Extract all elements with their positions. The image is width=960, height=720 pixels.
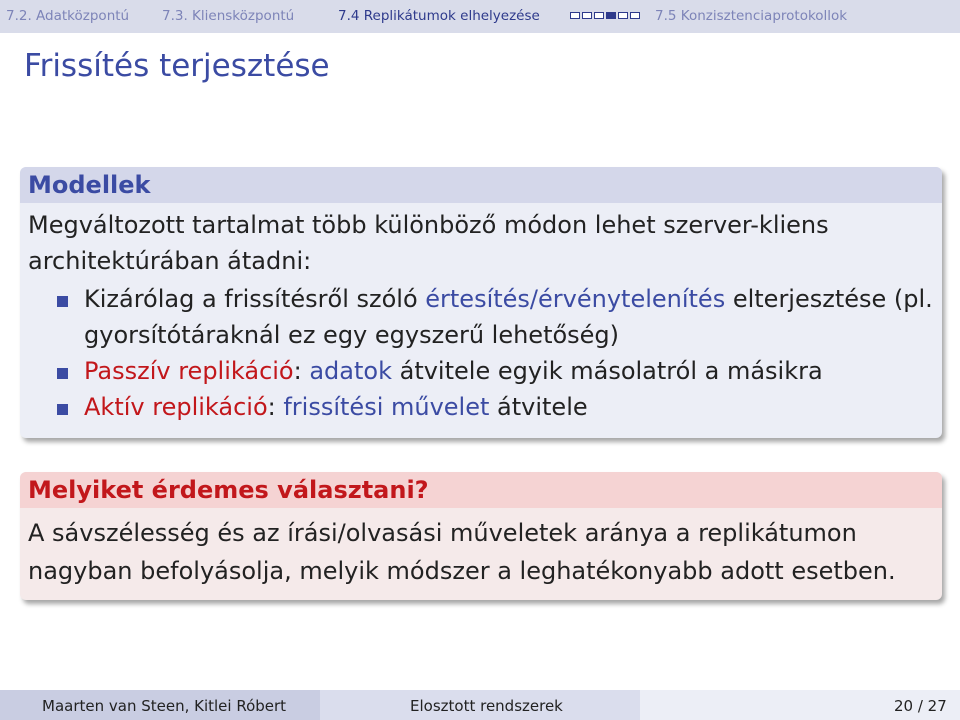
footer-page-segment bbox=[640, 690, 960, 720]
slide-box-current[interactable] bbox=[606, 12, 616, 19]
bullet-square-icon bbox=[57, 404, 68, 415]
nav-section-7-5[interactable]: 7.5 Konzisztenciaprotokollok bbox=[655, 8, 848, 24]
slide-box[interactable] bbox=[570, 12, 580, 19]
item-text: átvitele bbox=[489, 393, 588, 421]
slide-progress-boxes bbox=[570, 12, 640, 19]
item-term: Passzív replikáció bbox=[84, 357, 294, 385]
footer-authors-segment bbox=[0, 690, 320, 720]
item-text: átvitele egyik másolatról a másikra bbox=[391, 357, 823, 385]
models-block-title: Modellek bbox=[28, 171, 151, 199]
slide-box[interactable] bbox=[594, 12, 604, 19]
item-highlight: adatok bbox=[309, 357, 392, 385]
footer-authors: Maarten van Steen, Kitlei Róbert bbox=[42, 697, 287, 715]
models-intro: Megváltozott tartalmat több különböző módon lehet szerver-kliens architektúrában átadni: bbox=[28, 211, 829, 275]
nav-section-7-2[interactable]: 7.2. Adatközpontú bbox=[6, 8, 130, 24]
item-text: : bbox=[293, 357, 310, 385]
bullet-square-icon bbox=[57, 368, 68, 379]
page-title: Frissítés terjesztése bbox=[24, 48, 330, 84]
item-highlight: frissítési művelet bbox=[283, 393, 490, 421]
question-block-title: Melyiket érdemes választani? bbox=[28, 476, 429, 504]
footer-course: Elosztott rendszerek bbox=[410, 697, 563, 715]
item-term: Aktív replikáció bbox=[84, 393, 268, 421]
models-block-header bbox=[20, 167, 942, 203]
list-item bbox=[28, 281, 942, 353]
page-number: 20 / 27 bbox=[894, 697, 947, 715]
question-block-header bbox=[20, 472, 942, 508]
models-block bbox=[20, 167, 942, 438]
list-item bbox=[28, 353, 942, 389]
question-block bbox=[20, 472, 942, 600]
bullet-square-icon bbox=[57, 296, 68, 307]
question-block-text: A sávszélesség és az írási/olvasási műveletek aránya a replikátumon nagyban befolyásolja, melyik módszer a leghatékonyabb adott esetben. bbox=[28, 519, 896, 585]
list-item bbox=[28, 389, 942, 425]
models-list bbox=[28, 281, 942, 425]
item-highlight: értesítés/érvénytelenítés bbox=[425, 285, 726, 313]
footer bbox=[0, 690, 960, 720]
footer-course-segment bbox=[320, 690, 640, 720]
slide-box[interactable] bbox=[630, 12, 640, 19]
section-navigation bbox=[0, 0, 960, 33]
item-text: Kizárólag a frissítésről szóló bbox=[84, 285, 426, 313]
item-text: elterjesztése (pl. gyorsítótáraknál ez egy egyszerű lehetőség) bbox=[84, 285, 933, 349]
nav-section-7-3[interactable]: 7.3. Kliensközpontú bbox=[162, 8, 295, 24]
nav-section-7-4[interactable]: 7.4 Replikátumok elhelyezése bbox=[338, 8, 540, 24]
slide-box[interactable] bbox=[582, 12, 592, 19]
slide-box[interactable] bbox=[618, 12, 628, 19]
item-text: : bbox=[267, 393, 284, 421]
